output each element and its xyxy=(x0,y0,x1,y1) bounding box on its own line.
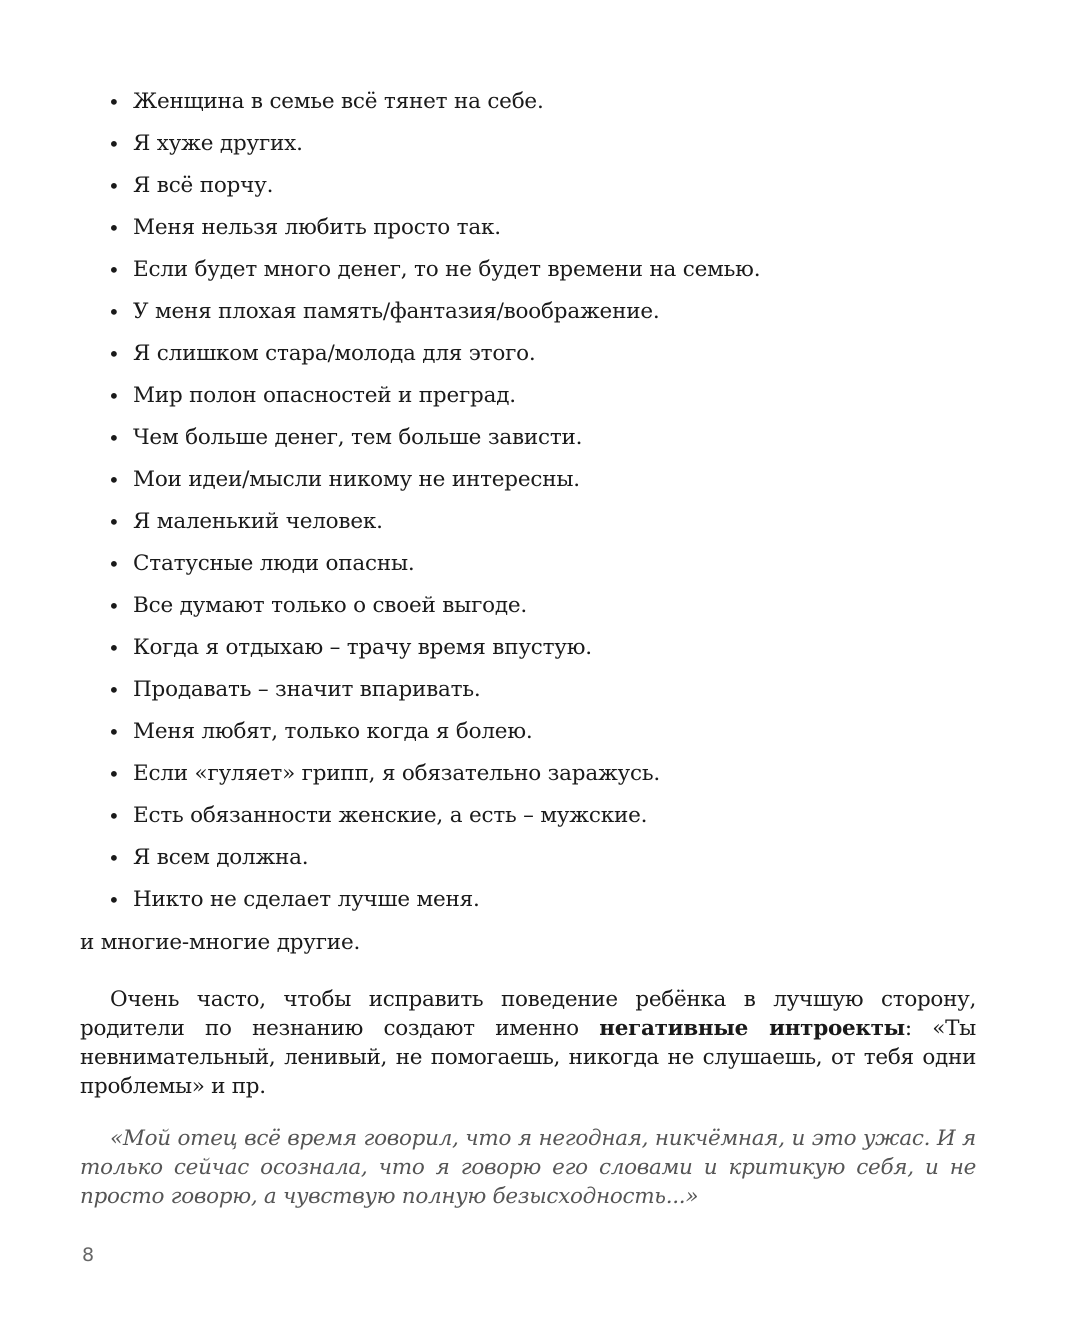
bullet-icon: • xyxy=(108,90,120,114)
list-item-text: Я хуже других. xyxy=(133,131,303,156)
list-item-text: Мои идеи/мысли никому не интересны. xyxy=(133,467,580,492)
bullet-icon: • xyxy=(108,762,120,786)
bullet-icon: • xyxy=(108,216,120,240)
bullet-icon: • xyxy=(108,678,120,702)
list-item xyxy=(108,252,988,294)
bullet-icon: • xyxy=(108,804,120,828)
bullet-icon: • xyxy=(108,846,120,870)
list-item-text: Я слишком стара/молода для этого. xyxy=(133,341,536,366)
bullet-icon: • xyxy=(108,510,120,534)
list-item xyxy=(108,336,988,378)
bullet-icon: • xyxy=(108,300,120,324)
list-item xyxy=(108,714,988,756)
list-item-text: Чем больше денег, тем больше зависти. xyxy=(133,425,583,450)
list-item-text: Я маленький человек. xyxy=(133,509,383,534)
list-item xyxy=(108,798,988,840)
bullet-icon: • xyxy=(108,426,120,450)
list-item-text: У меня плохая память/фантазия/воображение. xyxy=(133,299,660,324)
list-item xyxy=(108,378,988,420)
bullet-icon: • xyxy=(108,132,120,156)
list-item-text: Я всё порчу. xyxy=(133,173,274,198)
bullet-icon: • xyxy=(108,342,120,366)
list-item xyxy=(108,546,988,588)
body-paragraph xyxy=(80,985,976,1101)
bullet-icon: • xyxy=(108,258,120,282)
paragraph-text-end: : «Ты невнимательный, ленивый, не помогаешь, никогда не слушаешь, от тебя одни проблемы» и пр. xyxy=(80,1016,976,1099)
list-item-text: Статусные люди опасны. xyxy=(133,551,415,576)
bullet-icon: • xyxy=(108,636,120,660)
list-item xyxy=(108,420,988,462)
list-item xyxy=(108,84,988,126)
list-trailing-text: и многие-многие другие. xyxy=(80,930,361,955)
list-item-text: Есть обязанности женские, а есть – мужские. xyxy=(133,803,648,828)
list-item-text: Если будет много денег, то не будет времени на семью. xyxy=(133,257,761,282)
list-item-text: Меня любят, только когда я болею. xyxy=(133,719,533,744)
bullet-icon: • xyxy=(108,888,120,912)
list-item xyxy=(108,168,988,210)
list-item-text: Никто не сделает лучше меня. xyxy=(133,887,480,912)
list-item xyxy=(108,756,988,798)
list-item-text: Если «гуляет» грипп, я обязательно заражусь. xyxy=(133,761,660,786)
list-item xyxy=(108,294,988,336)
list-item xyxy=(108,672,988,714)
bullet-icon: • xyxy=(108,468,120,492)
list-item-text: Я всем должна. xyxy=(133,845,309,870)
list-item xyxy=(108,840,988,882)
paragraph-text-start: Очень часто, чтобы исправить поведение ребёнка в лучшую сторону, родители по незнанию создают именно xyxy=(80,987,976,1041)
list-item-text: Женщина в семье всё тянет на себе. xyxy=(133,89,544,114)
list-item xyxy=(108,504,988,546)
list-item xyxy=(108,462,988,504)
bullet-icon: • xyxy=(108,720,120,744)
bullet-icon: • xyxy=(108,594,120,618)
list-item-text: Когда я отдыхаю – трачу время впустую. xyxy=(133,635,592,660)
list-item xyxy=(108,588,988,630)
bullet-icon: • xyxy=(108,174,120,198)
bullet-icon: • xyxy=(108,384,120,408)
list-item-text: Меня нельзя любить просто так. xyxy=(133,215,501,240)
bullet-icon: • xyxy=(108,552,120,576)
list-item xyxy=(108,882,988,924)
beliefs-list xyxy=(108,84,988,924)
list-item-text: Продавать – значит впаривать. xyxy=(133,677,481,702)
page-number: 8 xyxy=(82,1244,95,1266)
paragraph-bold-term: негативные интроекты xyxy=(599,1016,905,1041)
list-item xyxy=(108,126,988,168)
list-item-text: Мир полон опасностей и преград. xyxy=(133,383,516,408)
list-item xyxy=(108,630,988,672)
list-item xyxy=(108,210,988,252)
quote-paragraph: «Мой отец всё время говорил, что я негодная, никчёмная, и это ужас. И я только сейчас осознала, что я говорю его словами и критикую себя, и не просто говорю, а чувствую полную безысходность...» xyxy=(80,1126,976,1209)
list-item-text: Все думают только о своей выгоде. xyxy=(133,593,528,618)
